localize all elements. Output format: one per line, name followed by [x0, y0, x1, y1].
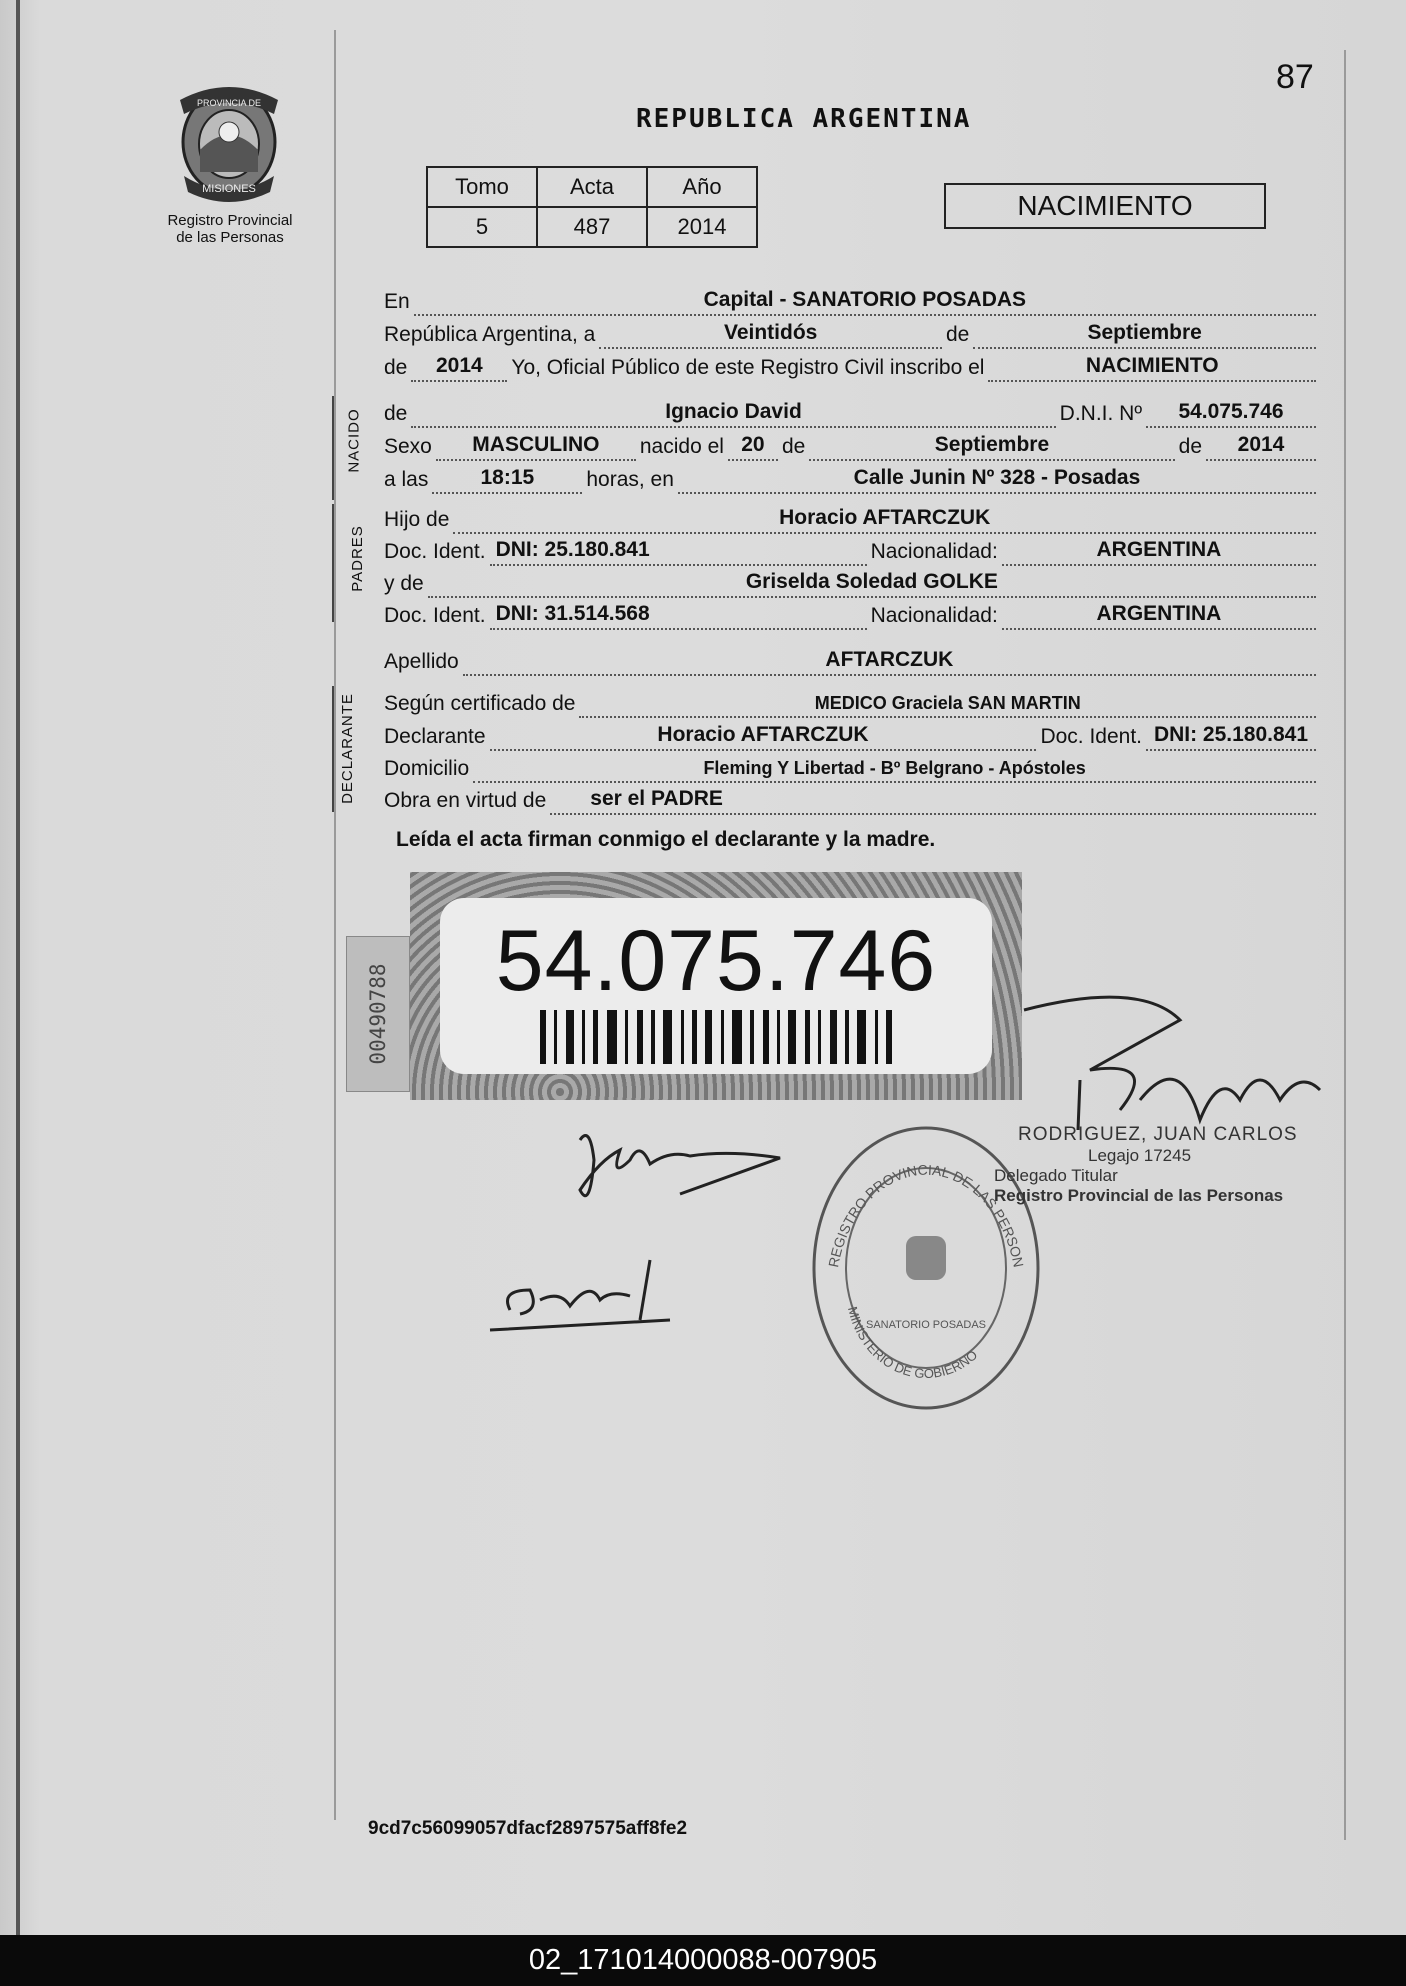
official-name: RODRIGUEZ, JUAN CARLOS	[1018, 1124, 1298, 1145]
barcode-stripe	[625, 1010, 628, 1064]
official-office: Registro Provincial de las Personas	[994, 1186, 1284, 1205]
month-value: Septiembre	[1087, 321, 1202, 344]
serial-strip	[346, 936, 410, 1092]
mother-name: Griselda Soledad GOLKE	[745, 570, 998, 593]
section-label-declarante: DECLARANTE	[338, 693, 356, 804]
declarant-signature	[560, 1120, 800, 1225]
row-domicilio: Domicilio Fleming Y Libertad - Bº Belgrano - Apóstoles	[384, 753, 1320, 783]
place-value: Capital - SANATORIO POSADAS	[703, 288, 1027, 311]
country-title: REPUBLICA ARGENTINA	[636, 104, 972, 134]
footer-file-id: 02_171014000088-007905	[0, 1935, 1406, 1986]
barcode-stripe	[582, 1010, 585, 1064]
declarante-bracket	[332, 686, 334, 812]
birth-place: Calle Junin Nº 328 - Posadas	[853, 466, 1141, 489]
barcode-icon	[540, 1010, 892, 1064]
nacido-bracket	[332, 396, 334, 500]
barcode-stripe	[721, 1010, 724, 1064]
barcode-stripe	[663, 1010, 672, 1064]
value-tomo: 5	[427, 207, 537, 247]
official-block	[994, 1124, 1298, 1206]
day-words: Veintidós	[723, 321, 818, 344]
row-officer: de 2014 Yo, Oficial Público de este Registro Civil inscribo el NACIMIENTO	[384, 352, 1320, 382]
birth-day: 20	[741, 433, 765, 456]
barcode-stripe	[593, 1010, 598, 1064]
row-en: En Capital - SANATORIO POSADAS	[384, 286, 1320, 316]
svg-text:REGISTRO PROVINCIAL DE LAS PER: REGISTRO PROVINCIAL DE LAS PERSON	[825, 1161, 1027, 1269]
scan-edge	[16, 0, 20, 1935]
svg-text:MISIONES: MISIONES	[202, 183, 256, 195]
barcode-stripe	[857, 1010, 866, 1064]
right-margin-line	[1344, 50, 1346, 1840]
section-label-padres: PADRES	[348, 525, 366, 592]
row-nacido-sexo: Sexo MASCULINO nacido el 20 de Septiembre de 2014	[384, 431, 1320, 461]
row-obra: Obra en virtud de ser el PADRE	[384, 785, 1320, 815]
birth-year: 2014	[1237, 433, 1285, 456]
row-mother: y de Griselda Soledad GOLKE	[384, 568, 1320, 598]
year-value: 2014	[436, 354, 483, 377]
registry-caption: Registro Provincial de las Personas	[167, 212, 293, 246]
header-tomo: Tomo	[427, 167, 537, 207]
page-number: 87	[1276, 58, 1314, 96]
header-ano: Año	[647, 167, 757, 207]
serial-number: 00490788	[366, 963, 390, 1065]
row-republica: República Argentina, a Veintidós de Septiembre	[384, 319, 1320, 349]
row-nacido-name: de Ignacio David D.N.I. Nº 54.075.746	[384, 398, 1320, 428]
provincial-coat-of-arms-icon	[170, 80, 288, 209]
barcode-stripe	[607, 1010, 617, 1064]
barcode-stripe	[830, 1010, 837, 1064]
barcode-stripe	[805, 1010, 810, 1064]
barcode-stripe	[705, 1010, 712, 1064]
barcode-stripe	[566, 1010, 574, 1064]
inscription-value: NACIMIENTO	[1085, 354, 1219, 377]
child-sex: MASCULINO	[472, 433, 600, 456]
section-label-nacido: NACIDO	[345, 408, 363, 473]
svg-text:PROVINCIA DE: PROVINCIA DE	[196, 98, 262, 108]
mother-doc: DNI: 31.514.568	[495, 602, 650, 625]
capacity-value: ser el PADRE	[590, 787, 723, 810]
barcode-stripe	[651, 1010, 655, 1064]
row-mother-doc: Doc. Ident. DNI: 31.514.568 Nacionalidad: ARGENTINA	[384, 600, 1320, 630]
value-ano: 2014	[647, 207, 757, 247]
official-legajo: Legajo 17245	[1088, 1146, 1192, 1165]
father-name: Horacio AFTARCZUK	[779, 506, 991, 529]
mother-signature	[480, 1250, 700, 1345]
row-apellido: Apellido AFTARCZUK	[384, 646, 1320, 676]
barcode-stripe	[750, 1010, 754, 1064]
svg-text:MINISTERIO DE GOBIERNO: MINISTERIO DE GOBIERNO	[844, 1304, 981, 1382]
left-margin-line	[334, 30, 336, 1820]
barcode-stripe	[845, 1010, 849, 1064]
address-value: Fleming Y Libertad - Bº Belgrano - Apóstoles	[703, 758, 1086, 778]
certificate-value: MEDICO Graciela SAN MARTIN	[814, 693, 1081, 713]
header-acta: Acta	[537, 167, 647, 207]
barcode-stripe	[818, 1010, 821, 1064]
barcode-stripe	[763, 1010, 769, 1064]
declarant-doc: DNI: 25.180.841	[1153, 723, 1309, 746]
dni-barcode-card	[410, 872, 1022, 1100]
child-dni: 54.075.746	[1178, 400, 1284, 423]
official-role: Delegado Titular	[994, 1166, 1118, 1185]
barcode-stripe	[875, 1010, 878, 1064]
row-certificado: Según certificado de MEDICO Graciela SAN MARTIN	[384, 688, 1320, 718]
child-name: Ignacio David	[665, 400, 802, 423]
value-acta: 487	[537, 207, 647, 247]
barcode-stripe	[777, 1010, 780, 1064]
svg-text:SANATORIO POSADAS: SANATORIO POSADAS	[865, 1319, 987, 1331]
barcode-stripe	[788, 1010, 796, 1064]
row-declarante: Declarante Horacio AFTARCZUK Doc. Ident. DNI: 25.180.841	[384, 721, 1320, 751]
birth-month: Septiembre	[934, 433, 1050, 456]
official-signature	[1020, 990, 1340, 1145]
father-doc: DNI: 25.180.841	[495, 538, 650, 561]
barcode-stripe	[637, 1010, 643, 1064]
barcode-stripe	[681, 1010, 684, 1064]
barcode-stripe	[886, 1010, 892, 1064]
barcode-stripe	[732, 1010, 742, 1064]
record-table	[426, 166, 758, 248]
barcode-number: 54.075.746	[495, 913, 937, 1009]
surname-value: AFTARCZUK	[825, 648, 954, 671]
declarant-name: Horacio AFTARCZUK	[657, 723, 869, 746]
row-father-doc: Doc. Ident. DNI: 25.180.841 Nacionalidad: ARGENTINA	[384, 536, 1320, 566]
row-father: Hijo de Horacio AFTARCZUK	[384, 504, 1320, 534]
document-hash: 9cd7c56099057dfacf2897575aff8fe2	[368, 1818, 688, 1839]
father-nationality: ARGENTINA	[1096, 538, 1222, 561]
barcode-stripe	[540, 1010, 546, 1064]
barcode-stripe	[692, 1010, 697, 1064]
padres-bracket	[332, 504, 334, 622]
act-type-box: NACIMIENTO	[944, 183, 1266, 229]
barcode-stripe	[554, 1010, 557, 1064]
row-nacido-time: a las 18:15 horas, en Calle Junin Nº 328 - Posadas	[384, 464, 1320, 494]
closing-statement: Leída el acta firman conmigo el declarante y la madre.	[396, 828, 936, 851]
mother-nationality: ARGENTINA	[1096, 602, 1222, 625]
birth-time: 18:15	[480, 466, 535, 489]
